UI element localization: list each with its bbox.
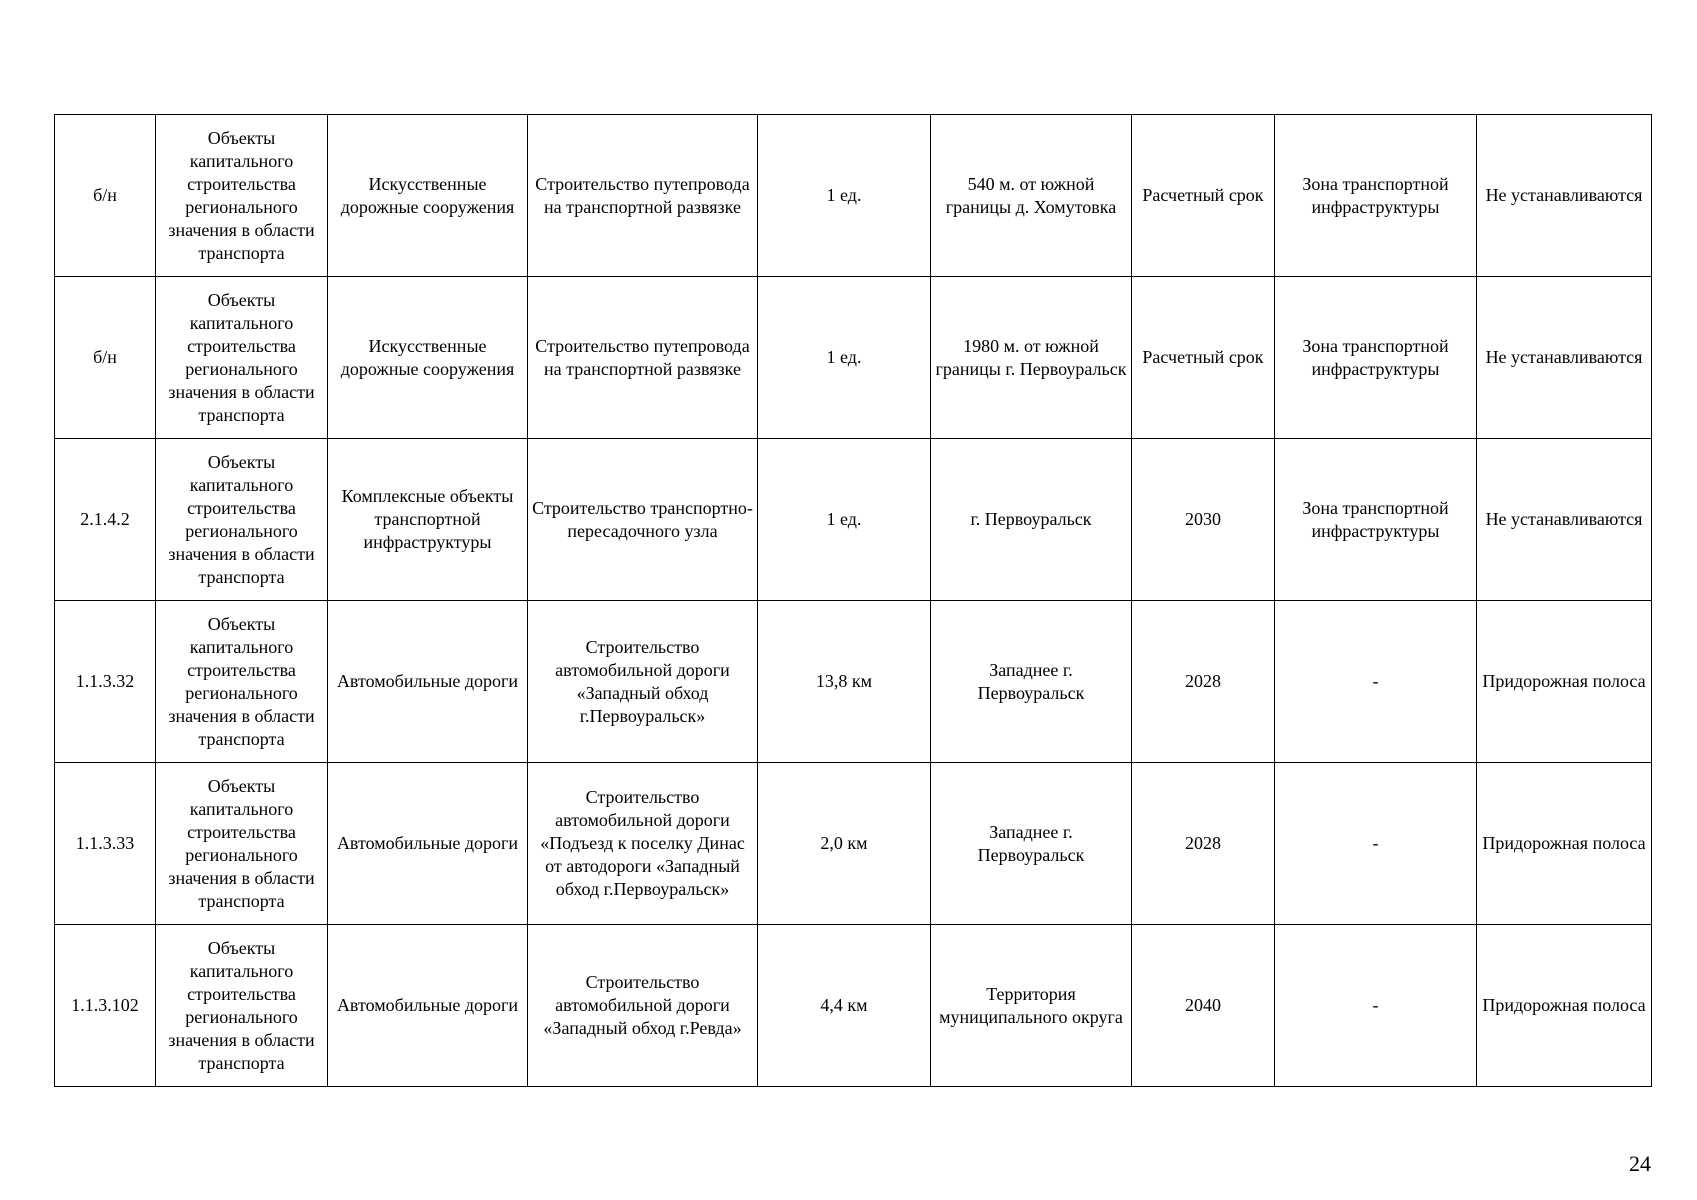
table-row [55,925,1652,1087]
cell-number: 1.1.3.33 [55,763,156,925]
cell-object-type: Автомобильные дороги [328,763,528,925]
cell-number: б/н [55,277,156,439]
cell-zone: - [1275,925,1477,1087]
cell-restrictions: Не устанавливаются [1477,439,1652,601]
cell-deadline: 2040 [1132,925,1275,1087]
cell-capacity: 13,8 км [758,601,931,763]
cell-capacity: 4,4 км [758,925,931,1087]
table-row [55,601,1652,763]
cell-description: Строительство автомобильной дороги «Западный обход г.Ревда» [528,925,758,1087]
planned-objects-table [54,114,1652,1087]
page-number: 24 [1629,1151,1651,1176]
cell-restrictions: Не устанавливаются [1477,115,1652,277]
cell-zone: Зона транспортной инфраструктуры [1275,115,1477,277]
cell-deadline: 2030 [1132,439,1275,601]
cell-restrictions: Не устанавливаются [1477,277,1652,439]
cell-zone: - [1275,763,1477,925]
cell-description: Строительство автомобильной дороги «Подъезд к поселку Динас от автодороги «Западный обход г.Первоуральск» [528,763,758,925]
cell-location: 540 м. от южной границы д. Хомутовка [931,115,1132,277]
cell-object-type: Искусственные дорожные сооружения [328,115,528,277]
cell-category: Объекты капитального строительства регионального значения в области транспорта [156,277,328,439]
cell-number: 1.1.3.32 [55,601,156,763]
cell-capacity: 1 ед. [758,439,931,601]
cell-category: Объекты капитального строительства регионального значения в области транспорта [156,925,328,1087]
cell-category: Объекты капитального строительства регионального значения в области транспорта [156,115,328,277]
cell-location: 1980 м. от южной границы г. Первоуральск [931,277,1132,439]
table-row [55,763,1652,925]
cell-location: Территория муниципального округа [931,925,1132,1087]
cell-description: Строительство путепровода на транспортной развязке [528,277,758,439]
cell-deadline: Расчетный срок [1132,115,1275,277]
cell-zone: - [1275,601,1477,763]
cell-object-type: Комплексные объекты транспортной инфраструктуры [328,439,528,601]
cell-deadline: 2028 [1132,763,1275,925]
cell-description: Строительство автомобильной дороги «Западный обход г.Первоуральск» [528,601,758,763]
cell-description: Строительство путепровода на транспортной развязке [528,115,758,277]
cell-zone: Зона транспортной инфраструктуры [1275,439,1477,601]
cell-number: б/н [55,115,156,277]
cell-number: 2.1.4.2 [55,439,156,601]
cell-location: Западнее г. Первоуральск [931,601,1132,763]
cell-restrictions: Придорожная полоса [1477,763,1652,925]
cell-restrictions: Придорожная полоса [1477,925,1652,1087]
cell-category: Объекты капитального строительства регионального значения в области транспорта [156,439,328,601]
cell-deadline: Расчетный срок [1132,277,1275,439]
cell-category: Объекты капитального строительства регионального значения в области транспорта [156,601,328,763]
cell-capacity: 1 ед. [758,277,931,439]
cell-object-type: Автомобильные дороги [328,601,528,763]
table-row [55,277,1652,439]
cell-location: г. Первоуральск [931,439,1132,601]
cell-capacity: 1 ед. [758,115,931,277]
cell-object-type: Искусственные дорожные сооружения [328,277,528,439]
cell-number: 1.1.3.102 [55,925,156,1087]
cell-capacity: 2,0 км [758,763,931,925]
table-row [55,439,1652,601]
table-row [55,115,1652,277]
cell-restrictions: Придорожная полоса [1477,601,1652,763]
cell-object-type: Автомобильные дороги [328,925,528,1087]
cell-description: Строительство транспортно-пересадочного узла [528,439,758,601]
cell-category: Объекты капитального строительства регионального значения в области транспорта [156,763,328,925]
cell-location: Западнее г. Первоуральск [931,763,1132,925]
cell-zone: Зона транспортной инфраструктуры [1275,277,1477,439]
cell-deadline: 2028 [1132,601,1275,763]
